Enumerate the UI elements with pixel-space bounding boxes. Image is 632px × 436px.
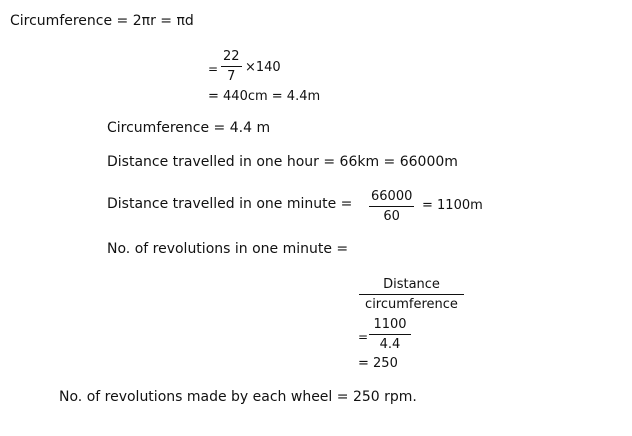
frac-equals: =: [358, 330, 369, 344]
revolutions-per-minute-label: No. of revolutions in one minute =: [107, 241, 349, 257]
conclusion: No. of revolutions made by each wheel = 250 rpm.: [59, 389, 417, 405]
fraction-numerator: Distance: [383, 277, 440, 292]
fraction-1100-over-4-4: [369, 318, 411, 351]
step1-multiplier: ×140: [245, 60, 281, 75]
fraction-numerator: 1100: [373, 317, 407, 332]
fraction-numerator: 66000: [371, 189, 413, 204]
fraction-denominator: 60: [383, 209, 400, 224]
step1-equals: =: [208, 62, 219, 76]
distance-per-hour: Distance travelled in one hour = 66km = 66000m: [107, 154, 458, 170]
fraction-22-over-7: [221, 50, 242, 83]
distance-per-minute-label: Distance travelled in one minute =: [107, 196, 353, 212]
step2-result: = 440cm = 4.4m: [208, 89, 321, 104]
circumference-value: Circumference = 4.4 m: [107, 120, 271, 136]
fraction-denominator: 4.4: [379, 337, 401, 352]
fraction-numerator: 22: [223, 49, 240, 64]
circumference-formula: Circumference = 2πr = πd: [10, 13, 194, 29]
fraction-denominator: 7: [227, 69, 236, 84]
fraction-66000-over-60: [369, 190, 414, 223]
fraction-denominator: circumference: [365, 297, 458, 312]
fraction-distance-over-circumference: [359, 278, 464, 311]
distance-per-minute-result: = 1100m: [422, 198, 483, 213]
result-250: = 250: [358, 356, 398, 371]
